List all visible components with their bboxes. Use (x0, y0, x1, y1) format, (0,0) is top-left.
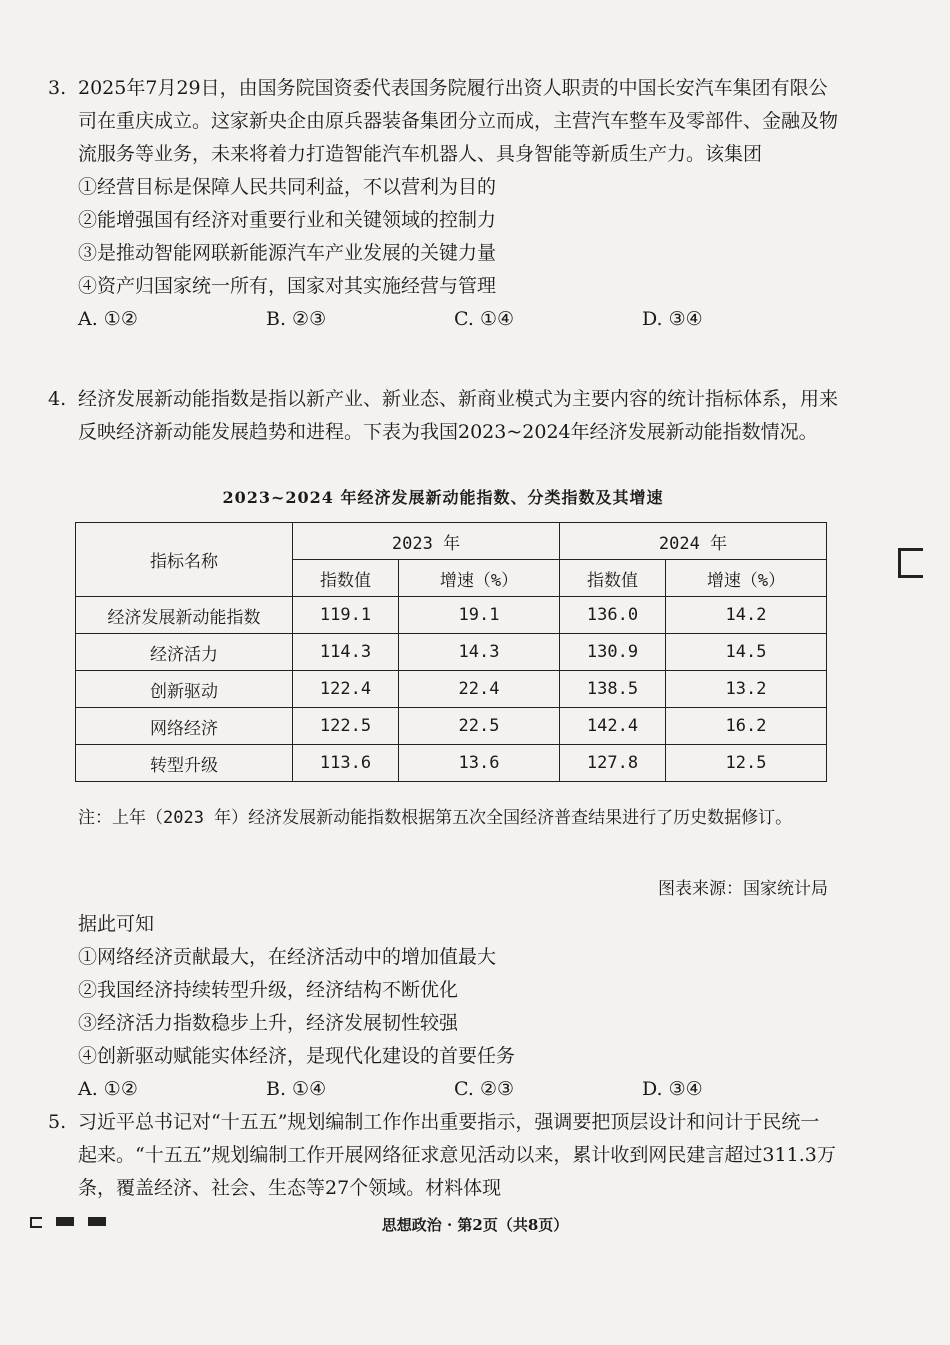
header-year-2023: 2023 年 (293, 523, 560, 560)
question-4 (48, 383, 838, 449)
question-3 (48, 72, 838, 336)
cell: 19.1 (399, 597, 560, 634)
row-name: 转型升级 (76, 745, 293, 782)
question-number: 5. (48, 1111, 67, 1133)
answer-choices (78, 303, 838, 336)
table-row (76, 708, 827, 745)
cell: 114.3 (293, 634, 399, 671)
cell: 138.5 (559, 671, 665, 708)
cell: 12.5 (665, 745, 826, 782)
margin-bracket-mark (898, 548, 923, 578)
option-3: ③是推动智能网联新能源汽车产业发展的关键力量 (78, 242, 497, 264)
cell: 16.2 (665, 708, 826, 745)
option-1: ①经营目标是保障人民共同利益，不以营利为目的 (78, 176, 497, 198)
cell: 122.4 (293, 671, 399, 708)
cell: 113.6 (293, 745, 399, 782)
header-growth-2024: 增速（%） (665, 560, 826, 597)
choice-c: C. ②③ (454, 1078, 515, 1100)
table-source: 图表来源：国家统计局 (658, 879, 828, 899)
question-stem: 习近平总书记对“十五五”规划编制工作作出重要指示，强调要把顶层设计和问计于民统一起来。“十五五”规划编制工作开展网络征求意见活动以来，累计收到网民建言超过311.3万条，覆盖经济、社会、生态等27个领域。材料体现 (78, 1111, 836, 1199)
question-stem: 经济发展新动能指数是指以新产业、新业态、新商业模式为主要内容的统计指标体系，用来反映经济新动能发展趋势和进程。下表为我国2023~2024年经济发展新动能指数情况。 (78, 388, 839, 443)
header-index-2023: 指数值 (293, 560, 399, 597)
answer-choices (78, 1073, 838, 1106)
choice-b: B. ②③ (266, 308, 327, 330)
header-year-2024: 2024 年 (559, 523, 826, 560)
table-row (76, 745, 827, 782)
question-stem: 2025年7月29日，由国务院国资委代表国务院履行出资人职责的中国长安汽车集团有限公司在重庆成立。这家新央企由原兵器装备集团分立而成，主营汽车整车及零部件、金融及物流服务等业务，未来将着力打造智能汽车机器人、具身智能等新质生产力。该集团 (78, 77, 839, 165)
option-1: ①网络经济贡献最大，在经济活动中的增加值最大 (78, 946, 497, 968)
choice-a: A. ①② (78, 1078, 138, 1100)
cell: 14.2 (665, 597, 826, 634)
cell: 119.1 (293, 597, 399, 634)
scan-mark-icon (88, 1217, 106, 1226)
header-index-2024: 指数值 (559, 560, 665, 597)
option-2: ②我国经济持续转型升级，经济结构不断优化 (78, 979, 459, 1001)
cell: 13.6 (399, 745, 560, 782)
cell: 130.9 (559, 634, 665, 671)
row-name: 创新驱动 (76, 671, 293, 708)
scan-mark-icon (56, 1217, 74, 1226)
header-indicator: 指标名称 (76, 523, 293, 597)
option-2: ②能增强国有经济对重要行业和关键领域的控制力 (78, 209, 497, 231)
table-row (76, 597, 827, 634)
question-5 (48, 1106, 838, 1205)
question-4-options (48, 908, 838, 1106)
option-4: ④资产归国家统一所有，国家对其实施经营与管理 (78, 275, 497, 297)
cell: 14.5 (665, 634, 826, 671)
table-title: 2023~2024 年经济发展新动能指数、分类指数及其增速 (222, 488, 664, 507)
choice-a: A. ①② (78, 308, 138, 330)
question-number: 3. (48, 77, 67, 99)
question-number: 4. (48, 388, 67, 410)
choice-d: D. ③④ (642, 308, 703, 330)
choice-c: C. ①④ (454, 308, 515, 330)
scan-mark-icon (30, 1217, 42, 1228)
header-growth-2023: 增速（%） (399, 560, 560, 597)
scan-marks (30, 1217, 106, 1228)
cell: 136.0 (559, 597, 665, 634)
choice-b: B. ①④ (266, 1078, 327, 1100)
option-3: ③经济活力指数稳步上升，经济发展韧性较强 (78, 1012, 459, 1034)
table-note: 注：上年（2023 年）经济发展新动能指数根据第五次全国经济普查结果进行了历史数据修订。 (78, 808, 793, 828)
row-name: 经济活力 (76, 634, 293, 671)
cell: 142.4 (559, 708, 665, 745)
cell: 22.5 (399, 708, 560, 745)
index-table (75, 522, 827, 782)
row-name: 经济发展新动能指数 (76, 597, 293, 634)
table-row (76, 634, 827, 671)
table-row (76, 671, 827, 708)
question-lead: 据此可知 (78, 913, 155, 935)
row-name: 网络经济 (76, 708, 293, 745)
cell: 22.4 (399, 671, 560, 708)
choice-d: D. ③④ (642, 1078, 703, 1100)
page-label: 思想政治 · 第2页（共8页） (381, 1216, 569, 1234)
cell: 122.5 (293, 708, 399, 745)
option-4: ④创新驱动赋能实体经济，是现代化建设的首要任务 (78, 1045, 516, 1067)
cell: 13.2 (665, 671, 826, 708)
cell: 14.3 (399, 634, 560, 671)
cell: 127.8 (559, 745, 665, 782)
